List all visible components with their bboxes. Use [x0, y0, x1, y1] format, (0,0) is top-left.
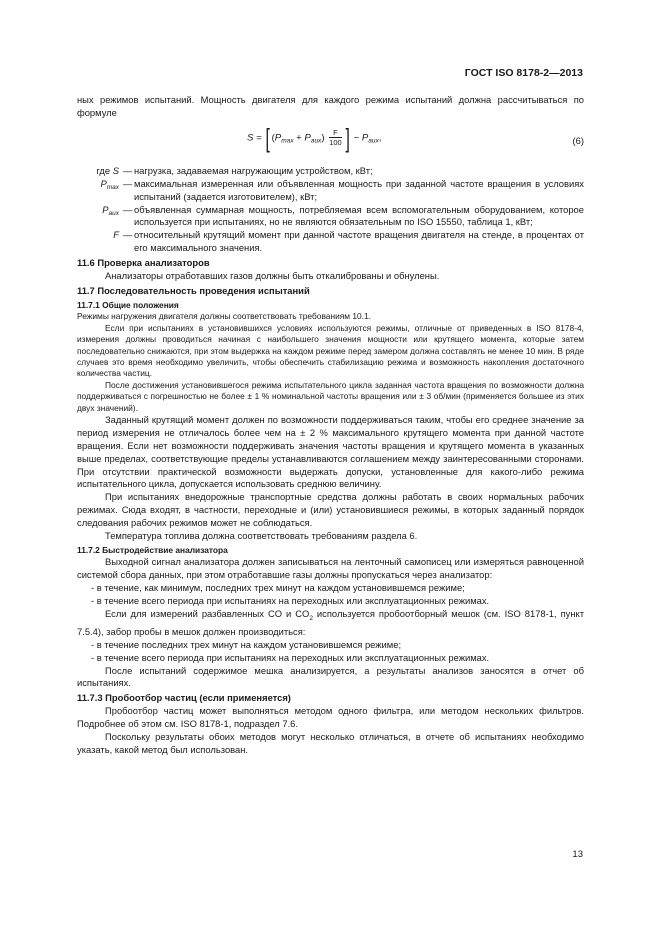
page-body: [77, 94, 584, 757]
section-11-7-1-p4: Заданный крутящий момент должен по возможности поддерживаться таким, чтобы его среднее значение за период измерения не отличалось более чем на ± 2 % максимального крутящего момента при данной частоте вращения. Если нет возможности поддерживать значения частоты вращения и крутящего момента в указанных выше пределах, соответствующие пределы устанавливаются соглашением между заинтересованными сторонами. При отсутствии практической возможности выдержать допуски, установленные для какого-либо режима испытательного цикла, допускается использовать среднюю величину.: [77, 413, 584, 490]
section-11-7-1-p6: Температура топлива должна соответствовать требованиям раздела 6.: [105, 530, 418, 542]
formula-minus: −: [353, 132, 360, 144]
section-11-7-1-p2: Если при испытаниях в установившихся условиях используются режимы, отличные от приведенных в ISO 8178-4, измерения должны проводиться начиная с наибольшего значения мощности или крутящего момента, которые затем последовательно снижаются, при этом выдержка на каждом режиме перед замером должна составлять не менее 10 мин. В ряде случаев это время необходимо увеличить, чтобы обеспечить стабилизацию режима и возможность накопления достаточного количества частиц.: [77, 322, 584, 379]
formula-number: (6): [572, 134, 584, 146]
section-11-7-2-p2: [77, 608, 584, 639]
section-11-6-text: Анализаторы отработавших газов должны быть откалиброваны и обнулены.: [105, 270, 440, 282]
p2-subscript: 2: [309, 614, 313, 622]
legend-text: относительный крутящий момент при данной частоте вращения двигателя на стенде, в процентах от его максимального значения.: [134, 229, 584, 254]
section-11-7-2-dash-1: - в течение, как минимум, последних трех минут на каждом установившемся режиме;: [91, 582, 465, 594]
legend-sub: aux: [108, 209, 119, 217]
p2-text-b: используется пробоотборный мешок (см. ISO 8178-1, пункт 7.5.4), забор пробы в мешок должен производиться:: [77, 608, 585, 637]
section-11-7-2-p3: После испытаний содержимое мешка анализируется, а результаты анализов заносятся в отчет об испытаниях.: [77, 664, 584, 689]
formula-tail: ,: [378, 132, 382, 144]
formula-fraction: [329, 128, 342, 147]
legend-sym: P: [102, 203, 109, 215]
legend-dash: —: [122, 203, 133, 215]
formula-pmax-sub: max: [281, 137, 294, 145]
legend-symbol-f: [77, 229, 121, 255]
section-11-7-3-p1: Пробоотбор частиц может выполняться методом одного фильтра, или методом нескольких фильтров. Подробнее об этом см. ISO 8178-1, подраздел 7.6.: [77, 705, 584, 730]
formula-lhs: S =: [247, 132, 262, 144]
p2-text-a: Если для измерений разбавленных CO и CO: [105, 608, 310, 620]
section-11-7-3-p2: Поскольку результаты обоих методов могут несколько отличаться, в отчете об испытаниях необходимо указать, какой метод был использован.: [77, 731, 584, 755]
page-number: 13: [572, 849, 583, 860]
section-11-6-title: 11.6 Проверка анализаторов: [77, 257, 210, 269]
formula-legend: [77, 165, 584, 255]
legend-text: максимальная измеренная или объявленная мощность при заданной частоте вращения в условиях испытаний (задается изготовителем), кВт;: [134, 177, 584, 202]
section-11-7-title: 11.7 Последовательность проведения испытаний: [77, 284, 310, 296]
legend-prefix: где: [96, 164, 111, 176]
formula-paux: P: [304, 132, 311, 144]
legend-dash: —: [122, 164, 133, 176]
section-11-7-2-title: 11.7.2 Быстродействие анализатора: [77, 545, 228, 555]
legend-dash: —: [122, 229, 133, 241]
legend-sym: F: [113, 229, 119, 241]
section-11-7-2-dash-4: - в течение всего периода при испытаниях на переходных или эксплуатационных режимах.: [91, 651, 490, 663]
bracket-open: [: [265, 122, 271, 153]
section-11-7-1-p5: При испытаниях внедорожные транспортные средства должны работать в своих нормальных рабочих режимах. Сюда входят, в частности, переходные и (или) установившиеся режимы, в которых заданный порядок следования рабочих режимов может не соблюдаться.: [77, 491, 584, 529]
section-11-7-2-dash-2: - в течение всего периода при испытаниях на переходных или эксплуатационных режимах.: [91, 595, 490, 607]
formula-pmax: P: [274, 132, 282, 144]
legend-text: объявленная суммарная мощность, потребляемая всем вспомогательным оборудованием, которое используется при испытаниях, но не являются обязательным по ISO 15550, таблица 1, кВт;: [134, 203, 584, 228]
formula-6: [77, 123, 584, 161]
legend-symbol-paux: [77, 204, 121, 230]
formula-expression: $S = [(P_{max} + P_{aux})$ $\frac{F}{100}$ ] − $P_{aux}$,: [247, 122, 382, 153]
bracket-close: ]: [345, 122, 350, 153]
standard-code-header: ГОСТ ISO 8178-2—2013: [464, 67, 583, 79]
legend-dash: —: [122, 177, 133, 189]
legend-symbol-s: [77, 165, 121, 178]
section-11-7-1-p3: После достижения установившегося режима испытательного цикла заданная частота вращения по возможности должна поддерживаться с погрешностью не более ± 1 % номинальной частоты вращения или ± 3 об/мин (применяется большее из этих двух значений).: [77, 379, 584, 413]
formula-paux-sub: aux: [310, 137, 322, 145]
legend-sym: P: [100, 177, 107, 189]
section-11-7-3-title: 11.7.3 Пробоотбор частиц (если применяется): [77, 692, 291, 704]
legend-text: нагрузка, задаваемая нагружающим устройством, кВт;: [134, 164, 373, 176]
legend-sym: S: [112, 164, 119, 176]
formula-plus: +: [296, 132, 302, 144]
section-11-7-2-p1: Выходной сигнал анализатора должен записываться на ленточный самописец или измеряться равноценной системой сбора данных, при этом отработавшие газы должны пропускаться через анализатор:: [77, 556, 584, 581]
intro-paragraph: ных режимов испытаний. Мощность двигателя для каждого режима испытаний должна рассчитываться по формуле: [77, 94, 584, 118]
legend-symbol-pmax: [77, 178, 121, 204]
legend-sub: max: [106, 183, 119, 191]
formula-paux2-sub: aux: [368, 137, 379, 145]
section-11-7-1-title: 11.7.1 Общие положения: [77, 299, 179, 310]
fraction-denominator: 100: [329, 138, 342, 148]
formula-paux2: P: [361, 132, 369, 144]
section-11-7-1-p1: Режимы нагружения двигателя должны соответствовать требованиям 10.1.: [77, 311, 372, 322]
section-11-7-2-dash-3: - в течение последних трех минут на каждом установившемся режиме;: [91, 638, 402, 650]
fraction-numerator: F: [329, 128, 342, 138]
